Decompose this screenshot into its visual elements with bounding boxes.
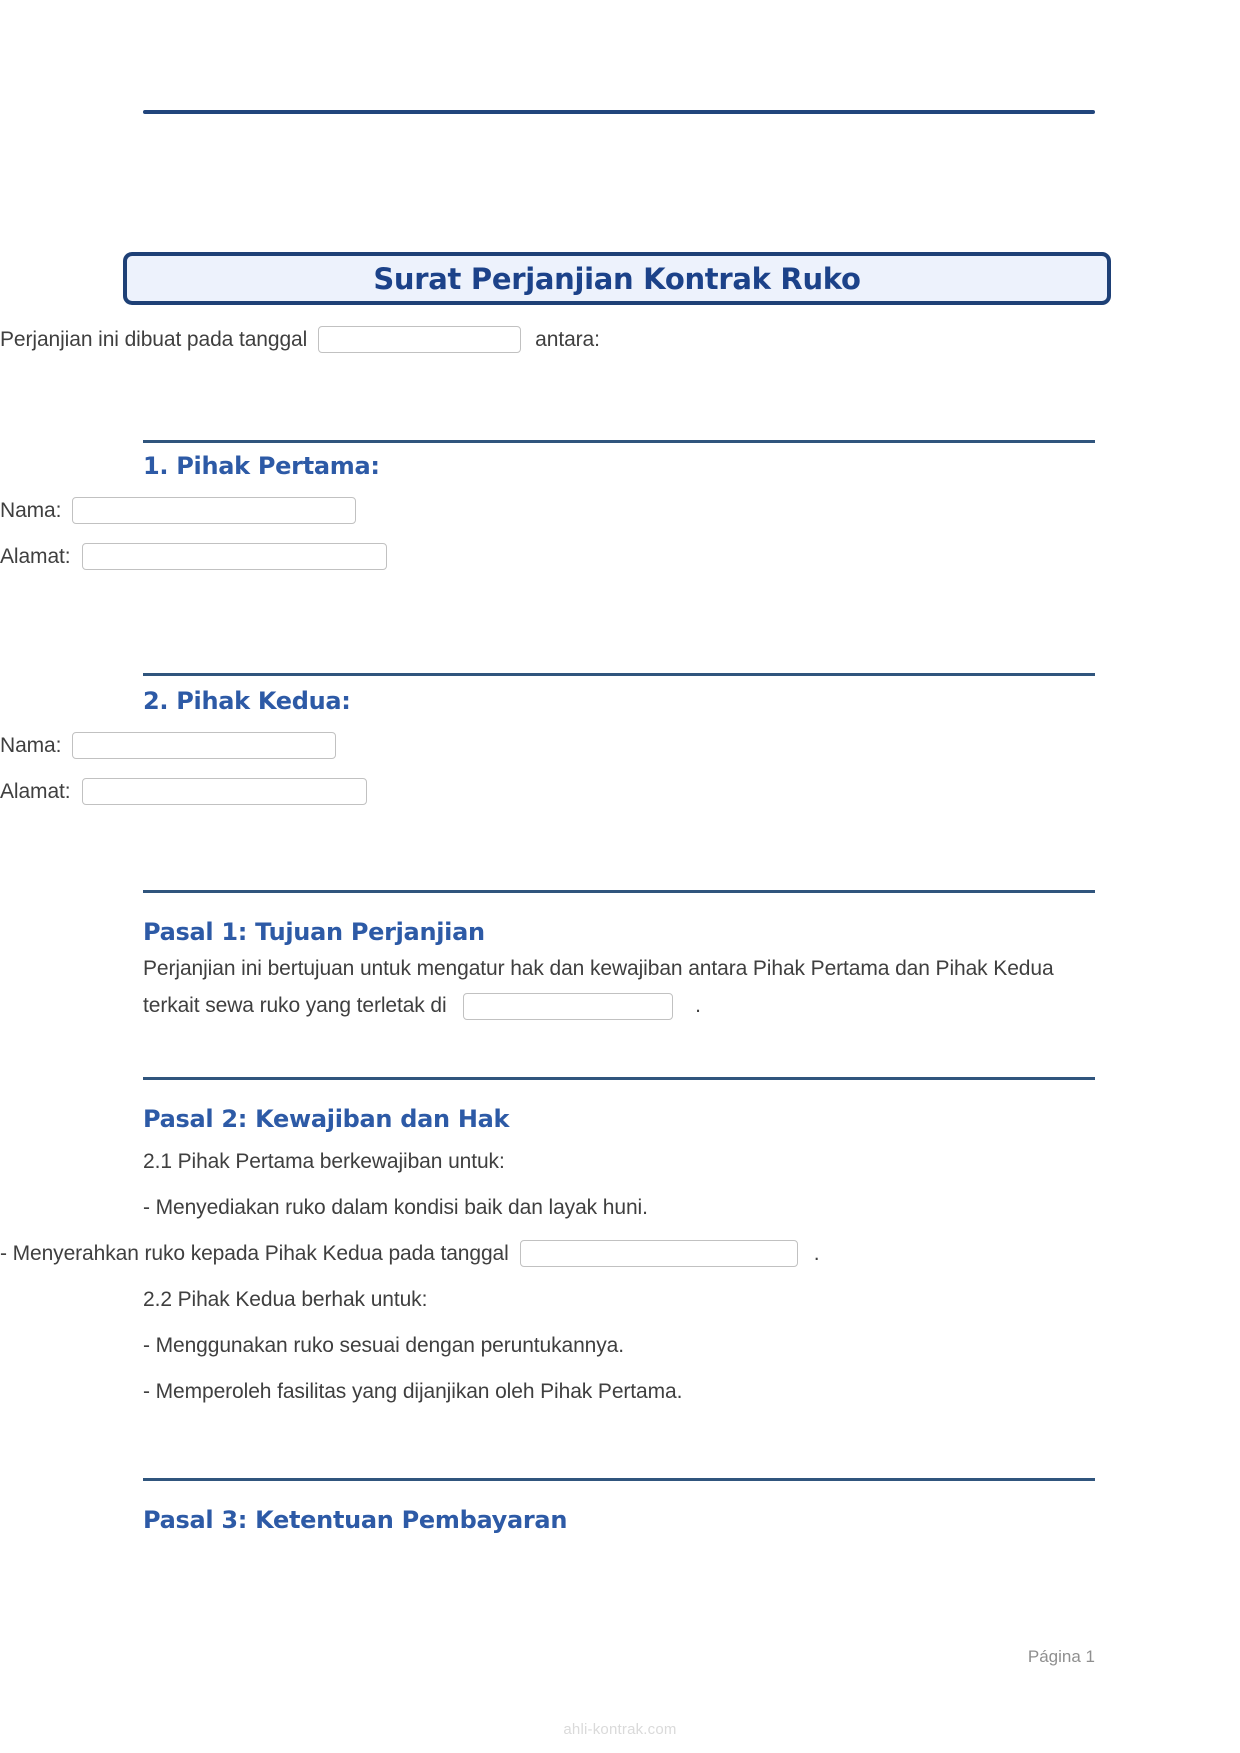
party2-alamat-input[interactable]: [82, 778, 367, 805]
section-divider: [143, 673, 1095, 676]
pasal2-item-3: - Menggunakan ruko sesuai dengan peruntukannya.: [143, 1334, 624, 1357]
pasal2-item-4: - Memperoleh fasilitas yang dijanjikan oleh Pihak Pertama.: [143, 1380, 683, 1403]
document-title-box: [123, 252, 1111, 305]
pasal1-text-after: .: [695, 994, 701, 1017]
pasal2-clause-2-1: 2.1 Pihak Pertama berkewajiban untuk:: [143, 1150, 505, 1173]
section-divider: [143, 440, 1095, 443]
intro-line: [0, 326, 600, 353]
party2-heading: 2. Pihak Kedua:: [143, 687, 351, 715]
party1-alamat-input[interactable]: [82, 543, 387, 570]
party2-alamat-row: [0, 778, 367, 805]
pasal2-handover-date-input[interactable]: [520, 1240, 798, 1267]
header-rule: [143, 110, 1095, 114]
pasal1-paragraph: [143, 950, 1088, 1024]
pasal1-text-before: Perjanjian ini bertujuan untuk mengatur hak dan kewajiban antara Pihak Pertama dan Pihak Kedua terkait sewa ruko yang terletak di: [143, 957, 1054, 1017]
intro-text-after: antara:: [535, 327, 600, 351]
section-divider: [143, 1478, 1095, 1481]
pasal2-item-2-row: [0, 1240, 819, 1267]
page-number-label: Página 1: [1027, 1647, 1095, 1666]
section-divider: [143, 890, 1095, 893]
pasal2-item-2-text: - Menyerahkan ruko kepada Pihak Kedua pada tanggal: [0, 1241, 509, 1265]
document-title: Surat Perjanjian Kontrak Ruko: [373, 261, 861, 296]
party1-nama-input[interactable]: [72, 497, 356, 524]
party1-nama-label: Nama:: [0, 498, 62, 522]
pasal2-clause-2-2: 2.2 Pihak Kedua berhak untuk:: [143, 1288, 428, 1311]
party2-alamat-label: Alamat:: [0, 779, 71, 803]
party1-heading: 1. Pihak Pertama:: [143, 452, 380, 480]
pasal2-item-1: - Menyediakan ruko dalam kondisi baik dan layak huni.: [143, 1196, 648, 1219]
pasal2-heading: Pasal 2: Kewajiban dan Hak: [143, 1105, 510, 1133]
contract-date-input[interactable]: [318, 326, 521, 353]
party1-nama-row: [0, 497, 356, 524]
intro-text-before: Perjanjian ini dibuat pada tanggal: [0, 327, 308, 351]
party1-alamat-row: [0, 543, 387, 570]
watermark-text: ahli-kontrak.com: [563, 1721, 677, 1738]
pasal1-location-input[interactable]: [463, 993, 673, 1020]
pasal3-heading: Pasal 3: Ketentuan Pembayaran: [143, 1506, 568, 1534]
party1-alamat-label: Alamat:: [0, 544, 71, 568]
pasal1-heading: Pasal 1: Tujuan Perjanjian: [143, 918, 485, 946]
party2-nama-row: [0, 732, 336, 759]
section-divider: [143, 1077, 1095, 1080]
party2-nama-label: Nama:: [0, 733, 62, 757]
pasal2-item-2-period: .: [813, 1241, 820, 1265]
party2-nama-input[interactable]: [72, 732, 336, 759]
